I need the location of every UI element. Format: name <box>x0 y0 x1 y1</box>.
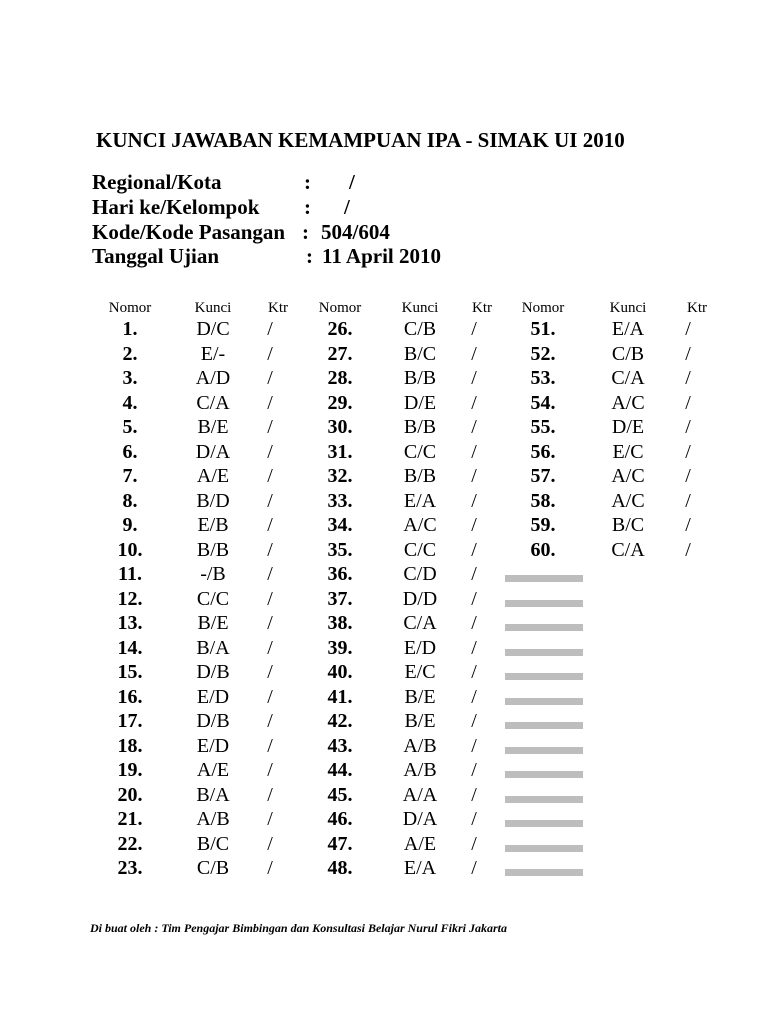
blank-answer-bar <box>505 771 583 778</box>
answer-key: E/- <box>200 342 226 365</box>
answer-note: / <box>267 685 273 708</box>
answer-key: E/B <box>197 514 229 536</box>
answer-number: 13. <box>117 612 143 634</box>
info-row-regional <box>92 170 492 195</box>
header-kunci: Kunci <box>609 300 647 316</box>
answer-key: C/B <box>196 857 230 879</box>
header-ktr: Ktr <box>268 300 288 316</box>
answer-number: 42. <box>327 710 353 732</box>
answer-number: 5. <box>122 416 138 438</box>
answer-number: 35. <box>327 538 353 561</box>
blank-answer-bar <box>505 845 583 852</box>
answer-number: 51. <box>530 318 556 340</box>
answer-number: 29. <box>327 391 353 414</box>
header-nomor: Nomor <box>318 300 362 316</box>
header-ktr: Ktr <box>472 300 492 316</box>
answer-note: / <box>267 416 273 438</box>
answer-note: / <box>267 661 273 683</box>
answer-note: / <box>267 612 273 634</box>
answer-key: B/E <box>404 685 436 708</box>
answer-key: E/C <box>404 661 436 683</box>
answer-key: D/B <box>196 661 230 683</box>
answer-key: C/A <box>403 612 437 634</box>
answer-key: E/A <box>403 489 437 512</box>
answer-note: / <box>471 318 477 340</box>
answer-number: 26. <box>327 318 353 340</box>
answer-note: / <box>471 857 477 879</box>
answer-note: / <box>267 318 273 340</box>
answer-key: B/E <box>197 612 229 634</box>
answer-key: E/A <box>403 857 437 879</box>
blank-answer-bar <box>505 575 583 582</box>
footer-credit: Di buat oleh : Tim Pengajar Bimbingan dan Konsultasi Belajar Nurul Fikri Jakarta <box>90 921 507 935</box>
answer-number: 16. <box>117 685 143 708</box>
answer-number: 4. <box>122 391 138 414</box>
blank-answer-bar <box>505 869 583 876</box>
answer-key: A/E <box>196 465 230 487</box>
answer-number: 6. <box>122 440 138 463</box>
answer-number: 52. <box>530 342 556 365</box>
answer-key: B/D <box>196 489 230 512</box>
info-colon: : <box>304 170 311 194</box>
answer-number: 18. <box>117 734 143 757</box>
answer-note: / <box>267 538 273 561</box>
answer-key: A/E <box>196 759 230 781</box>
answer-note: / <box>471 416 477 438</box>
answer-number: 19. <box>117 759 143 781</box>
answer-note: / <box>471 759 477 781</box>
header-nomor: Nomor <box>521 300 565 316</box>
answer-note: / <box>685 538 691 561</box>
answer-note: / <box>471 587 477 610</box>
answer-number: 53. <box>530 367 556 389</box>
answer-number: 31. <box>327 440 353 463</box>
answer-key: A/A <box>402 783 438 806</box>
answer-key: B/B <box>196 538 230 561</box>
answer-key: A/B <box>196 808 230 830</box>
answer-key: A/E <box>403 832 437 855</box>
answer-number: 28. <box>327 367 353 389</box>
answer-key: D/D <box>402 587 438 610</box>
blank-answer-bar <box>505 796 583 803</box>
answer-note: / <box>267 465 273 487</box>
answer-note: / <box>267 710 273 732</box>
answer-number: 20. <box>117 783 143 806</box>
answer-note: / <box>267 367 273 389</box>
answer-note: / <box>267 391 273 414</box>
answer-key: A/B <box>403 734 437 757</box>
answer-number: 1. <box>122 318 138 340</box>
answer-number: 33. <box>327 489 353 512</box>
answer-key: B/C <box>611 514 645 536</box>
answer-note: / <box>267 489 273 512</box>
answer-number: 56. <box>530 440 556 463</box>
info-label: Tanggal Ujian <box>92 244 220 268</box>
answer-key: A/B <box>403 759 437 781</box>
info-colon: : <box>306 244 313 268</box>
answer-number: 48. <box>327 857 353 879</box>
header-nomor: Nomor <box>108 300 152 316</box>
answer-note: / <box>471 391 477 414</box>
answer-key: B/C <box>403 342 437 365</box>
answer-key: B/E <box>404 710 436 732</box>
answer-number: 10. <box>117 538 143 561</box>
answer-note: / <box>267 342 273 365</box>
answer-note: / <box>471 661 477 683</box>
answer-number: 58. <box>530 489 556 512</box>
info-value: / <box>344 195 350 219</box>
answer-number: 39. <box>327 636 353 659</box>
page-title: KUNCI JAWABAN KEMAMPUAN IPA - SIMAK UI 2010 <box>96 128 625 152</box>
answer-key: B/B <box>403 416 437 438</box>
answer-number: 9. <box>122 514 138 536</box>
answer-note: / <box>471 710 477 732</box>
answer-key: D/A <box>195 440 231 463</box>
answer-note: / <box>685 342 691 365</box>
answer-note: / <box>471 832 477 855</box>
answer-number: 60. <box>530 538 556 561</box>
answer-number: 38. <box>327 612 353 634</box>
answer-number: 41. <box>327 685 353 708</box>
answer-number: 54. <box>530 391 556 414</box>
blank-answer-bar <box>505 747 583 754</box>
answer-note: / <box>267 636 273 659</box>
blank-answer-bar <box>505 673 583 680</box>
header-kunci: Kunci <box>194 300 232 316</box>
answer-note: / <box>471 636 477 659</box>
answer-note: / <box>267 857 273 879</box>
answer-key: D/E <box>403 391 437 414</box>
info-colon: : <box>304 195 311 219</box>
info-label: Hari ke/Kelompok <box>92 195 260 219</box>
answer-note: / <box>685 440 691 463</box>
answer-number: 46. <box>327 808 353 830</box>
answer-key: B/A <box>196 783 230 806</box>
answer-key: C/A <box>196 391 230 414</box>
answer-key: A/D <box>195 367 231 389</box>
answer-key: E/D <box>196 685 230 708</box>
answer-note: / <box>471 685 477 708</box>
answer-number: 15. <box>117 661 143 683</box>
answer-key: C/A <box>611 538 645 561</box>
answer-key: D/E <box>611 416 645 438</box>
answer-key: A/C <box>611 489 645 512</box>
answer-note: / <box>471 783 477 806</box>
answer-number: 3. <box>122 367 138 389</box>
info-value: / <box>349 170 355 194</box>
answer-note: / <box>685 318 691 340</box>
answer-note: / <box>685 367 691 389</box>
answer-number: 32. <box>327 465 353 487</box>
answer-number: 45. <box>327 783 353 806</box>
info-row-hari <box>92 195 492 220</box>
blank-answer-bar <box>505 698 583 705</box>
answer-number: 44. <box>327 759 353 781</box>
blank-answer-bar <box>505 624 583 631</box>
answer-number: 34. <box>327 514 353 536</box>
answer-number: 40. <box>327 661 353 683</box>
answer-note: / <box>685 465 691 487</box>
answer-note: / <box>471 440 477 463</box>
answer-key: E/C <box>612 440 644 463</box>
answer-note: / <box>685 416 691 438</box>
answer-key: C/B <box>611 342 645 365</box>
blank-answer-bar <box>505 649 583 656</box>
answer-note: / <box>267 563 273 585</box>
answer-note: / <box>267 759 273 781</box>
answer-number: 17. <box>117 710 143 732</box>
answer-key: B/B <box>403 465 437 487</box>
answer-note: / <box>471 489 477 512</box>
answer-key: C/C <box>403 440 437 463</box>
answer-key: C/C <box>196 587 230 610</box>
answer-note: / <box>267 734 273 757</box>
answer-note: / <box>685 489 691 512</box>
info-row-kode <box>92 220 492 245</box>
answer-number: 8. <box>122 489 138 512</box>
answer-number: 43. <box>327 734 353 757</box>
blank-answer-bar <box>505 722 583 729</box>
answer-key: B/E <box>197 416 229 438</box>
answer-note: / <box>471 808 477 830</box>
answer-note: / <box>267 808 273 830</box>
answer-number: 57. <box>530 465 556 487</box>
answer-number: 2. <box>122 342 138 365</box>
answer-key: -/B <box>200 563 226 585</box>
answer-number: 21. <box>117 808 143 830</box>
answer-key: B/A <box>196 636 230 659</box>
answer-number: 27. <box>327 342 353 365</box>
answer-key: E/A <box>611 318 645 340</box>
info-value: 11 April 2010 <box>322 244 442 268</box>
answer-key: A/C <box>611 391 645 414</box>
answer-note: / <box>471 563 477 585</box>
answer-number: 7. <box>122 465 138 487</box>
answer-note: / <box>267 587 273 610</box>
answer-note: / <box>471 538 477 561</box>
answer-key: D/B <box>196 710 230 732</box>
blank-answer-bar <box>505 820 583 827</box>
answer-number: 12. <box>117 587 143 610</box>
answer-number: 11. <box>118 563 142 585</box>
answer-key: C/C <box>403 538 437 561</box>
answer-note: / <box>267 832 273 855</box>
answer-key: C/D <box>403 563 437 585</box>
answer-number: 47. <box>327 832 353 855</box>
answer-key: B/B <box>403 367 437 389</box>
info-label: Regional/Kota <box>92 170 222 194</box>
answer-number: 37. <box>327 587 353 610</box>
answer-key: D/A <box>402 808 438 830</box>
answer-note: / <box>267 514 273 536</box>
answer-key: C/B <box>403 318 437 340</box>
answer-note: / <box>685 391 691 414</box>
answer-note: / <box>471 514 477 536</box>
info-value: 504/604 <box>321 220 390 244</box>
blank-answer-bar <box>505 600 583 607</box>
answer-number: 14. <box>117 636 143 659</box>
answer-key: D/C <box>196 318 230 340</box>
answer-key: A/C <box>611 465 645 487</box>
answer-key: E/D <box>196 734 230 757</box>
answer-note: / <box>267 440 273 463</box>
answer-number: 30. <box>327 416 353 438</box>
answer-key: B/C <box>196 832 230 855</box>
answer-note: / <box>471 465 477 487</box>
answer-key: C/A <box>611 367 645 389</box>
answer-note: / <box>471 342 477 365</box>
answer-number: 22. <box>117 832 143 855</box>
answer-key: E/D <box>403 636 437 659</box>
answer-note: / <box>471 612 477 634</box>
header-ktr: Ktr <box>687 300 707 316</box>
answer-number: 59. <box>530 514 556 536</box>
info-label: Kode/Kode Pasangan <box>92 220 286 244</box>
answer-number: 36. <box>327 563 353 585</box>
info-colon: : <box>302 220 309 244</box>
answer-note: / <box>685 514 691 536</box>
answer-note: / <box>471 734 477 757</box>
answer-note: / <box>267 783 273 806</box>
answer-key: A/C <box>403 514 437 536</box>
answer-number: 55. <box>530 416 556 438</box>
info-row-tanggal <box>92 244 492 269</box>
answer-number: 23. <box>117 857 143 879</box>
answer-note: / <box>471 367 477 389</box>
header-kunci: Kunci <box>401 300 439 316</box>
